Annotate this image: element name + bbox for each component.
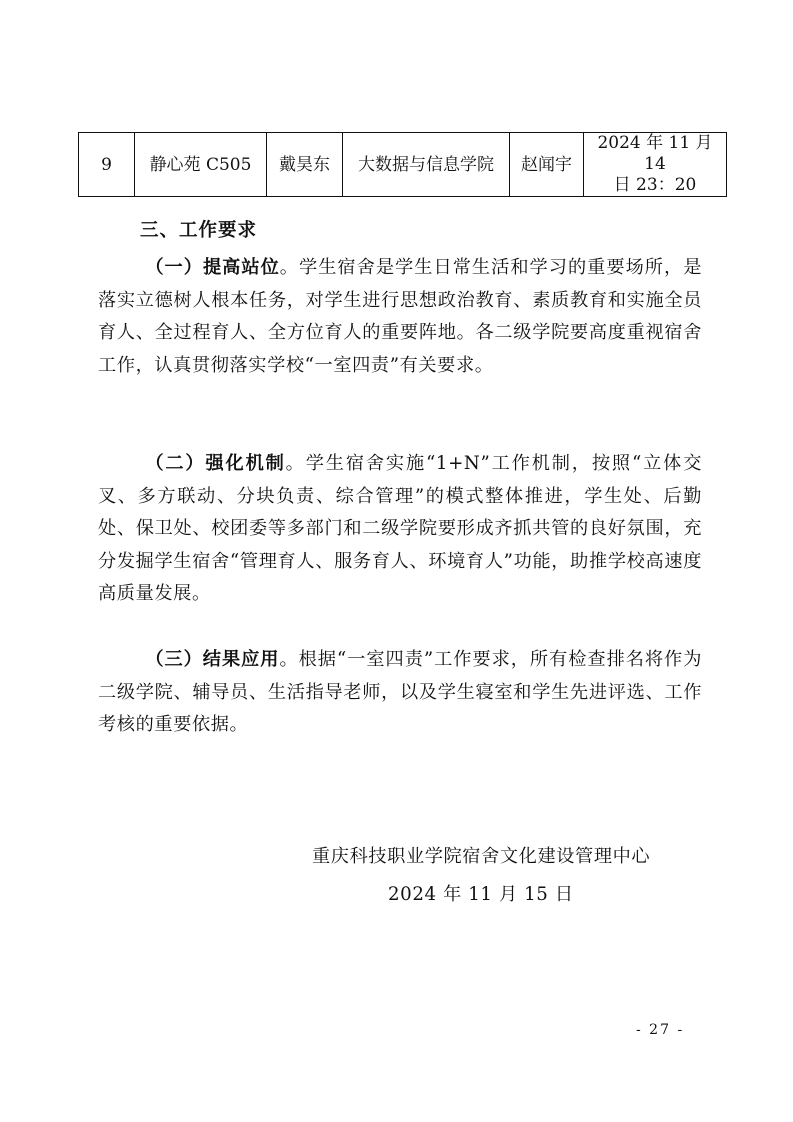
paragraph-3 bbox=[98, 644, 702, 742]
paragraph-2-text: 。学生宿舍实施“1+N”工作机制，按照“立体交叉、多方联动、分块负责、综合管理”的模式整体推进，学生处、后勤处、保卫处、校团委等多部门和二级学院要形成齐抓共管的良好氛围，充分发掘学生宿舍“管理育人、服务育人、环境育人”功能，助推学校高速度高质量发展。 bbox=[98, 453, 703, 605]
paragraph-2 bbox=[98, 448, 702, 611]
paragraph-1-text: 。学生宿舍是学生日常生活和学习的重要场所，是落实立德树人根本任务，对学生进行思想政治教育、素质教育和实施全员育人、全过程育人、全方位育人的重要阵地。各二级学院要高度重视宿舍工作，认真贯彻落实学校“一室四责”有关要求。 bbox=[98, 257, 703, 376]
page-number: - 27 - bbox=[636, 1022, 685, 1038]
cell-time bbox=[584, 133, 727, 197]
paragraph-1 bbox=[98, 252, 702, 382]
signature-date: 2024 年 11 月 15 日 bbox=[388, 884, 574, 905]
inspection-table bbox=[78, 132, 727, 197]
cell-college: 大数据与信息学院 bbox=[343, 133, 510, 197]
paragraph-3-lead: （三）结果应用 bbox=[145, 649, 280, 670]
paragraph-1-lead: （一）提高站位 bbox=[145, 257, 280, 278]
paragraph-2-lead: （二）强化机制 bbox=[145, 453, 286, 474]
cell-counselor: 赵闻宇 bbox=[510, 133, 584, 197]
cell-student-name: 戴昊东 bbox=[267, 133, 343, 197]
signature-organization: 重庆科技职业学院宿舍文化建设管理中心 bbox=[312, 846, 651, 867]
table-row bbox=[79, 133, 727, 197]
section-heading: 三、工作要求 bbox=[140, 220, 258, 241]
time-line-2: 日 23：20 bbox=[613, 175, 697, 195]
cell-number: 9 bbox=[79, 133, 135, 197]
cell-dorm: 静心苑 C505 bbox=[135, 133, 267, 197]
time-line-1: 2024 年 11 月 14 bbox=[597, 133, 713, 174]
paragraph-3-text: 。根据“一室四责”工作要求，所有检查排名将作为二级学院、辅导员、生活指导老师，以及学生寝室和学生先进评选、工作考核的重要依据。 bbox=[98, 649, 703, 736]
